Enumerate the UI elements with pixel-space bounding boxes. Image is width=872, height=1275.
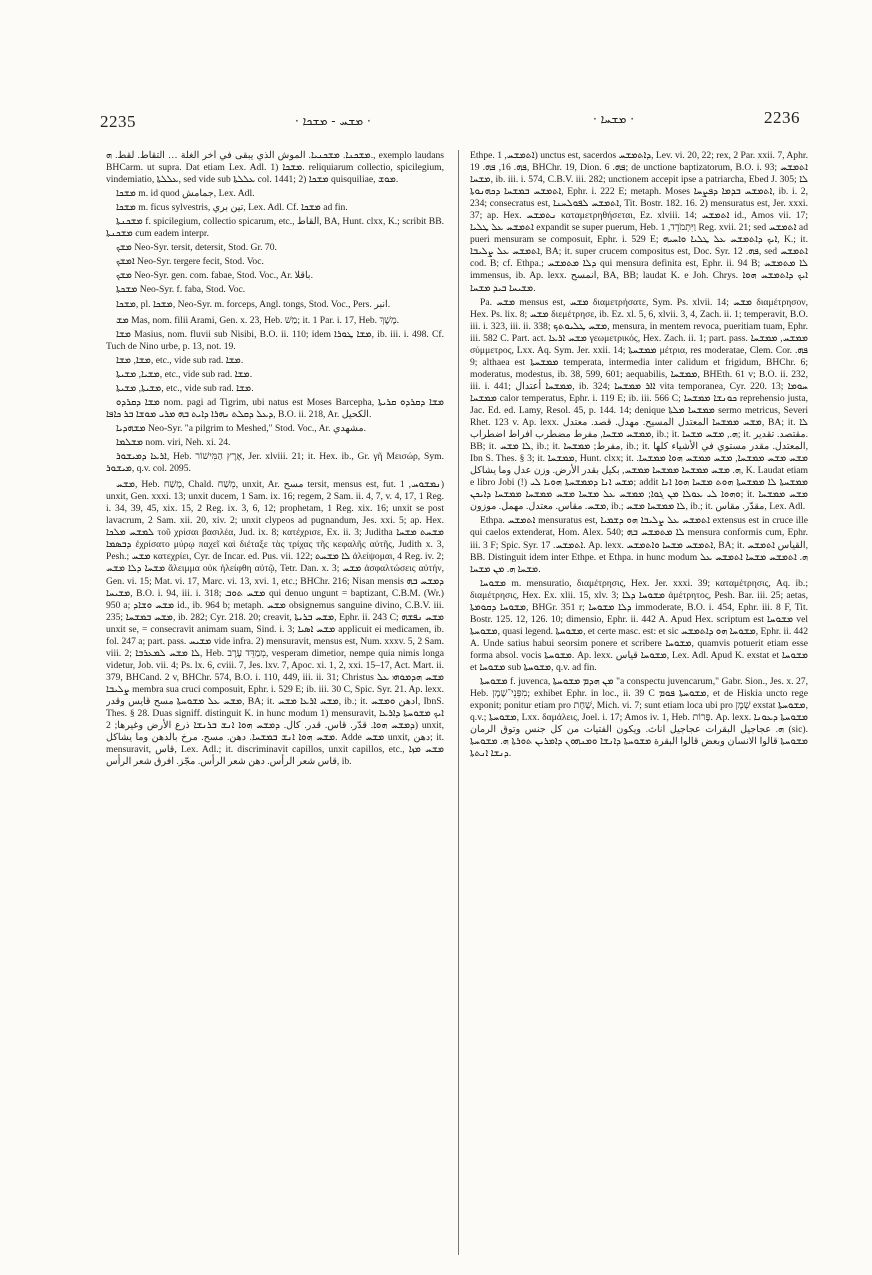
dictionary-entry: ܡܫܐ Masius, nom. fluvii sub Nisibi, B.O. ii. 110; idem ܡܫܐ ܛܘܪܐ, ib. iii. i. 498. Cf. Tuch de Nino urbe, p. 13, not. 19. bbox=[106, 328, 444, 352]
page-number-left: 2235 bbox=[100, 112, 136, 131]
page-header bbox=[100, 108, 800, 142]
dictionary-entry: ܡܫܟ Neo-Syr. gen. com. fabae, Stod. Voc., Ar. باقلا. bbox=[116, 270, 313, 282]
running-head-right: · ܡܫܚܐ · bbox=[593, 112, 635, 126]
dictionary-entry: ܡܫܟܢܐ. ܡܫܟܢܝܐ. الموش الذي يبقى في آخر الغلة … التقاط. لقط. ܗ., exemplo laudans BHCarm. ut supra. Dat etiam Lex. Adl. 1) ܡܫܟܐ. reliquiarum collectio, spicilegium, vindemiatio, ܥܠܠܬܐ, sed vide sub ܥܠܠܬܐ col. 1441; 2) ܡܫܟܐ quisquiliae, ܡܘܫ. bbox=[106, 150, 444, 186]
dictionary-entry: ܡܫܘܚܬܐ f. juvenca, ܡܢ ܗܕܡ ܡܫܘܚܬܐ "a conspectu juvencarum," Gabr. Sion., Jes. x. 27, Heb. מִפְּנֵי־שָׁמֶן; exhibet Ephr. in loc., ii. 39 C ܡܫܘܚܬܐ ܦܘܡ, et de Hiskia uncto rege exponit; ponitur etiam pro שָׁחָת, Mich. vi. 7; sunt etiam loca ubi pro שָׁמֶן exstat ܡܫܘܚܬܐ, q.v.; ܡܫܘܚܬܐ, Lxx. δαμάλεις, Joel. i. 17; Amos iv. 1, Heb. פָּרוֹת. Ap. lexx. ܡܫܘܚܬܐ ܕܥܘܢܐ ܗ. عجاجيل البقرات عجاجيل اناث. ويكون الفتيات من كل جنس وتوق الرمان (sic). ܡܫܘܚܬܐ قالوا الانسان وبعض قالوا البقرة ܡܫܘܚܬܐ ܕܐܢܫܐ ܘܡܢܗܘܢ ܕܐܡܪܝܢ ܬܘܪܬܐ ܗ. ܡܫܘܚܬܐ ܕܢܫܐ ܐܢܬܬܐ. bbox=[470, 676, 808, 760]
dictionary-entry: ܡܫܐ, ܡܫܐ, etc., vide sub rad. ܡܫܐ. bbox=[116, 354, 244, 366]
dictionary-entry: Ethpe. ܐܬܡܫܚ, 1) unctus est, sacerdos ܕܐܬܡܫܚ, Lev. vi. 20, 22; rex, 2 Par. xxii. 7, Aphr. ܦܗ. 16, ܦܗ. 19, BHChr. 19, Dion. ܦܗ. 6; de unctione baptizatorum, B.O. i. 93; ܐܬܡܫܚ ܡܫܚܐ, ib. iii. i. 574, C.B.V. iii. 282; unctionem accepit ipse a patriarcha, Ebed J. 305; ܠܐ ܐܬܡܫܚ ܒܡܫܚܐ ܕܟܗܢܘܬܐ, Ephr. i. 222 E; metaph. Moses ܐܬܡܫܚ ܒܕܡܐ ܕܦܨܚܐ, ib. i. 2, 234; consecratus est, ܐܬܡܫܚ ܠܦܘܠܚܢܐ, Tit. Bostr. 182. 16. 2) mensuratus est, Jer. xxxi. 37; ap. Hex. ܢܬܡܫܚ καταμετρηθήσεται, Ez. xlviii. 14; ܐܬܡܫܚ id., Amos vii. 17; ܐܬܡܫܚ ܥܠ ܛܠܝܐ expandit se super puerum, Heb. וַיִּתְמֹדֵד, 1 Reg. xvii. 21; sed ܐܬܡܫܚ ad pueri mensuram se composuit, Ephr. i. 529 E; ܐܝܟ ܕܐܬܡܫܚ ܥܠ ܛܠܝܐ ܘܐܚܝܗ, K.; it. ܐܬܡܫܚ ܥܠ ܨܠܝܒܐ, BA; it. super crucem compositus est, Doc. Syr. ܦܗ. 12, sed ܐܬܡܫܚ cod. B; cf. Ethpa.; ܕܠܐ ܡܬܡܫܚ qui mensura definita est, Ephr. ii. 94 B; ܠܐ ܡܬܡܫܚ immensus, ib. Ap. lexx. انمسح, BA, BB; laudat K. e Joh. Chrys. ܐܝܟ ܕܐܬܡܫܚ ܗܘܐ ܡܫܝܚܐ ܒܝܕ ܡܫܚܐ. bbox=[470, 150, 808, 294]
dictionary-entry: ܡܫܠܡܐ nom. viri, Neh. xi. 24. bbox=[116, 436, 231, 448]
column-divider bbox=[458, 150, 459, 1255]
dictionary-entry: ܡܫܐ ܕܩܪܕܘ nom. pagi ad Tigrim, ubi natus est Moses Barcepha, ܡܫܐ ܕܩܪܕܘ ܩܪܝܬܐ ܕܥܠ ܕܩܠܬ ܢܗܪܐ ܕܐܝܬ ܒܗ ܡܪܝ ܡܘܫܐ ܒܪ ܟܐܦܐ, B.O. ii. 218, Ar. الكحيل. bbox=[106, 396, 444, 420]
dictionary-entry: ܐܡܫܟ Neo-Syr. tergere fecit, Stod. Voc. bbox=[116, 256, 264, 268]
right-column bbox=[470, 150, 808, 1265]
dictionary-entry: ܡܫܟܐ m. ficus sylvestris, تين بري, Lex. Adl. Cf. ܡܫܟܐ ad fin. bbox=[116, 202, 348, 214]
dictionary-entry: ܡܫܗܕܝܐ Neo-Syr. "a pilgrim to Meshed," Stod. Voc., Ar. مشهدي. bbox=[116, 422, 367, 434]
dictionary-entry: ܡܫܟܐ, pl. ܡܫܟܐ, Neo-Syr. m. forceps, Angl. tongs, Stod. Voc., Pers. انبر. bbox=[116, 298, 391, 310]
dictionary-entry: ܐܪܥܐ ܕܡܝܫܘܪ, Heb. אֶרֶץ הַמִּישׁוֹר, Jer. xlviii. 21; it. Hex. ib., Gr. γῆ Μεισώρ, Sym. ܡܝܫܘܪ, q.v. col. 2095. bbox=[106, 451, 444, 475]
left-column bbox=[106, 150, 444, 1265]
page-number-right: 2236 bbox=[764, 108, 800, 127]
dictionary-entry: Pa. ܡܫܚ mensus est, ܡܫܚ διαμετρήσατε, Sym. Ps. xlvii. 14; ܡܫܚ διαμέτρησον, Hex. Ps. lix. 8; ܡܫܚ διεμέτρησε, ib. Ez. xl. 5, 6, xlvii. 3, 4, Zach. ii. 1; temperavit, B.O. iii. i. 323, iii. ii. 338; ܡܫܚ ܛܠܝܘܬܟ, mensura, in mentem revoca, pueritiam tuam, Ephr. iii. 582 C. Part. act. ܡܫܚ ܐܪܥܐ γεωμετρικός, Hex. Zach. ii. 1; part. pass. ܡܡܫܚ, ܡܡܫܚܐ σύμμετρος, Lxx. Aq. Sym. Jer. xxii. 14; ܡܡܫܚܬܐ μέτρια, res moderatae, Clem. Cor. ܦܗ. 9; althaea est ܡܡܫܚܬܐ temperata, intermedia inter calidum et frigidum, BHChr. 6; moderatus, modestus, ib. 38, 599, 601; aequabilis, ܡܡܫܚܐ, BHEth. 61 v; B.O. ii. 232, iii. i. 441; ܡܡܫܚܐ أعتدال, ib. 324; ܐܐܪ ܡܡܫܚܐ vita temporanea, Cyr. 220. 13; ܚܘܡܐ ܡܡܫܚܐ calor temperatus, Ephr. i. 119 E; ib. iii. 566 C; ܟܘܢܫܐ ܡܡܫܚܐ reprehensio justa, Jac. Ed. ed. Lamy, Resol. 45, p. 144. 14; denique ܡܡܫܚܐ ܡܠܬܐ sermo metricus, Severi Rhet. 123 v. Ap. lexx. ܡܫܚ ܡܡܫܚܐ المعتدل المسيح. مهدل. قصد. معتدل, BA; it. ܠܐ ܡܡܫܚ ܡܫܚܐ, مفرط مضطرب افراط اضطراب, ib.; it. ܗ., ܡܫܚ ܡܫܚܐ; it. مقتصد. تقدير. BB; it. ܠܐ ܡܫܚ, ib.; it. مفرط; ܡܡܫܚܐ, ib.; it. المعتدل. مقدر مستوي في الأشياء كلها, Ibn S. Thes. § 3; it. ܡܡܫܚܐ, Hunt. clxx; it. ܡܫܚ ܡܫܚ ܡܡܫܚܐ, ܡܫܚ ܡܡܫܚ ܗܘܐ ܡܡܫܚܐ. ܗ. ܡܫܚ ܡܡܫܚܐ ܡܡܫܚܐ ܡܡܫܚ, بكيل بقدر الأرض. وزن عدل وما يشاكل, K. Laudat etiam e libro Jobi (!) ܡܫܚ ܐܢܐ ܕܡܡܫܚܬܐ ܗܘܝܐ ܠܝ; addit ܡܡܫܚܬܐ ܠܐ ܡܡܫܚܬܐ ܗܘܬ ܡܫܚܐ ܗܘܐ ܐܢܐ ܘܗܘܐ ܠܝ ܥܘܠܐ ܡܢ ܓܘܐ; ܡܡܫܚ ܥܠ ܡܫܚܐ ܡܫܚ ܡܡܫܚܐ ܡܡܫܚܐ ܕܐܝܟܢ; it. ܡܫܚ ܡܡܫܚܐ ܡܫܚ. مقاس. معتدل. مهمل. موزون, ib.; ܠܐ ܡܡܫܚܐ ܡܫܚ, ib.; it. مقدّر. مقاس, Lex. Adl. bbox=[470, 296, 808, 513]
dictionary-entry: ܡܫܟܢܬܐ f. spicilegium, collectio spicarum, etc., القاط, BA, Hunt. clxx, K.; scribit BB. ܡܫܟܢܬܐ cum eadem interpr. bbox=[106, 216, 444, 240]
dictionary-entry: ܡܫܟܬܐ Neo-Syr. f. faba, Stod. Voc. bbox=[116, 284, 246, 296]
dictionary-entry: ܡܫܘܚܐ m. mensuratio, διαμέτρησις, Hex. Jer. xxxi. 39; καταμέτρησις, Aq. ib.; διαμέτρησις, Hex. Ex. xlii. 15, xlv. 3; ܡܫܘܚܐ ܕܠܐ ἀμέτρητος, Pesh. Bar. iii. 25; aetas, ܡܫܘܚܐ ܕܩܘܡܬܐ, BHGr. 351 r; ܕܠܐ ܡܫܘܚܐ immoderate, B.O. i. 454, Ephr. iii. 8 F, Tit. Bostr. 125. 12, 126. 10; dimensio, Ephr. ii. 442 A. Apud Hex. scriptum est ܡܫܘܚܐ vel ܡܫܘܚܬܐ, quasi legend. ܡܫܘܚܬܐ, et certe masc. est: et sic ܡܫܘܚܐ ܗܘ ܕܐܬܡܫܚ, Ephr. ii. 442 A. Unde satius habui seorsim ponere et scribere ܡܫܘܚܐ, quamvis potuerit etiam esse forma absol. vocis ܡܫܘܚܬܐ. Ap. lexx. ܡܫܘܚܐ قياس, Lex. Adl. Apud K. exstat et ܡܫܘܚܐ et ܡܫܘܚܐ sub ܡܫܘܚܬܐ, q.v. ad fin. bbox=[470, 577, 808, 673]
dictionary-entry: ܡܫܟ Neo-Syr. tersit, detersit, Stod. Gr. 70. bbox=[116, 242, 277, 254]
dictionary-entry: Ethpa. ܐܬܡܫܚ mensuratus est, ܐܬܡܫܚ ܥܠ ܨܠܝܒܐ ܗܘ ܕܫܡܝܐ extensus est in cruce ille qui caelos extenderat, Hom. Alex. 540; ܠܐ ܡܬܡܫܚ ܒܗ mensura conformis cum, Ephr. iii. 3 F; Spic. Syr. ܐܬܡܫܚ. 17. Ap. lexx. ܐܬܡܫܚ ܡܫܚܐ ܘܐܬܡܫܚ, BA; it. القياس ܐܬܡܫܚ, BB. Distinguit idem inter Ethpe. et Ethpa. in hunc modum ܗ. ܐܬܡܫܚ ܡܫܚܐ ܐܬܡܫܚ ܥܠ ܡܫܚܐ ܗ. ܡܢ ܡܫܚܐ. bbox=[470, 515, 808, 575]
dictionary-entry: ܡܫܝܐ, ܡܫܝܬܐ, etc., vide sub rad. ܡܫܐ. bbox=[116, 368, 253, 380]
dictionary-entry: ܡܫܟܐ m. id quod جمامش, Lex. Adl. bbox=[116, 188, 255, 200]
dictionary-entry: ܡܫܝܬܐ, ܡܫܝܬܐ, etc., vide sub rad. ܡܫܐ. bbox=[116, 382, 254, 394]
dictionary-entry: ܡܫ Mas, nom. filii Arami, Gen. x. 23, Heb. מַשׁ; it. 1 Par. i. 17, Heb. מֶשֶׁךְ. bbox=[116, 314, 400, 326]
running-head-left: · ܡܫܚ - ܡܫܟܐ · bbox=[295, 114, 371, 128]
dictionary-entry: ܡܫܚ, Heb. מָשַׁח, Chald. מְשַׁח, unxit, Ar. مسح tersit, mensus est, fut. ܢܡܫܘܚ, 1) unxit, Gen. xxxi. 13; unxit ducem, 1 Sam. ix. 16; regem, 2 Sam. ii. 4, 7, v. 4, 17, 1 Reg. i. 34, 39, 45, xix. 15, 2 Reg. ix. 3, 6, 12; prophetam, 1 Reg. xix. 16; unxit se post lavacrum, 2 Sam. xii. 20, xiv. 2; unxit clypeos ad pugnandum, Jes. xxi. 5; ap. Hex. ܠܡܫܚ ܡܠܟܐ τοῦ χρίσαι βασιλέα, Jud. ix. 8; κατέχρισε, Ex. ii. 3; Juditha ܡܫܚܬ ܡܫܚܐ ܕܒܣܡܐ ἐχρίσατο μύρῳ παχεῖ καὶ διέταξε τὰς τρίχας τῆς κεφαλῆς αὐτῆς, Judith x. 3, Pesh.; ܡܫܚ κατεχρίει, Cyr. de Incar. ed. Pus. vii. 122; ܠܐ ܡܫܚܬ ἀλείψομαι, 4 Reg. iv. 2; ܡܫܚܐ ܕܠܐ ܡܫܚ ἄλειμμα οὐκ ἠλείφθη αὐτῷ, Tetr. Dan. x. 3; ܡܫܚ ἀσφαλτώσεις αὐτήν, Gen. vi. 15; Mat. vi. 17, Marc. vi. 13, xvi. 1, etc.; BHChr. 216; Nisan mensis ܕܡܫܚ ܒܗ ܡܫܝܚܐ, B.O. i. 94, iii. i. 318; ܡܫܚ ܬܘܒ qui denuo ungunt = baptizant, C.B.M. (Wr.) 950 a; ܡܫܚ ܘܫܐܕ id., ib. 964 b; metaph. ܡܫܚ obsignemus sanguine divino, C.B.V. iii. 235; ܡܫܚ ܒܡܫܚܐ, ib. 282; Cyr. 218. 20; creavit, ܡܫܚ ܒܪܝܬܐ, Ephr. ii. 243 C; ܡܫܚ ܢܦܫܗ unxit se, = consecravit animam suam, Sind. i. 3; ܡܫܚ ܐܣܝܐ applicuit ei medicamen, ib. fol. 247 a; part. pass. ܡܫܝܚ vide infra. 2) mensuravit, mensus est, Num. xxxv. 5, 2 Sam. viii. 2; ܠܐ ܡܫܚ ܠܡܥܪܒܐ, Heb. מְמַדֵּד עֶרֶב, vesperam dimetior, nempe quia nimis longa videtur, Job. vii. 4; Ps. lx. 6, cviii. 7, Jes. lxv. 7, Apoc. xi. 1, 2, xxi. 15–17, Act. Mart. ii. 379, BHCand. 2 v, BHChr. 574, B.O. i. 110, 449, iii. ii. 31; Christus ܡܫܚ ܗܕܡܘܗܝ ܥܠ ܨܠܝܒܐ membra sua cruci composuit, Ephr. i. 529 E; ib. iii. 30 C, Spic. Syr. 21. Ap. lexx. ܡܫܚ ܥܠ ܡܫܘܚܬܐ مسح قايس وقدر, BA; it. ܡܫܚ ܐܪܥܐ ܡܫܚ, ib.; it. ادهن ܘܡܫܚ, IbnS. Thes. § 28. Duas signiff. distinguit K. in hunc modum 1) mensuravit, ܐܝܟ ܡܫܘܚܬܐ ܕܐܪܥܐ ܕܡܫܚ ܗܘܐ. قدّر. قاس. قدر. كال. ܕܡܫܚ ܗܘܐ ܐܢܫ ܒܪܢܫܐ ذرع الأرض وغيرها; 2) unxit, ܡܫܚ ܗܘܐ ܐܢܫ ܒܡܫܚܐ. دهن. مسح. مرخ بالدهن وما يشاكل. Adde ܡܫܚ unxit, دهن; it. mensuravit, قاس, Lex. Adl.; it. discriminavit capillos, unxit capillos, etc., ܡܫܚ ܡܙܐ قاس شعر الرأس. دهن شعر الرأس. مجّز. افرق شعر الرأس, ib. bbox=[106, 479, 444, 768]
